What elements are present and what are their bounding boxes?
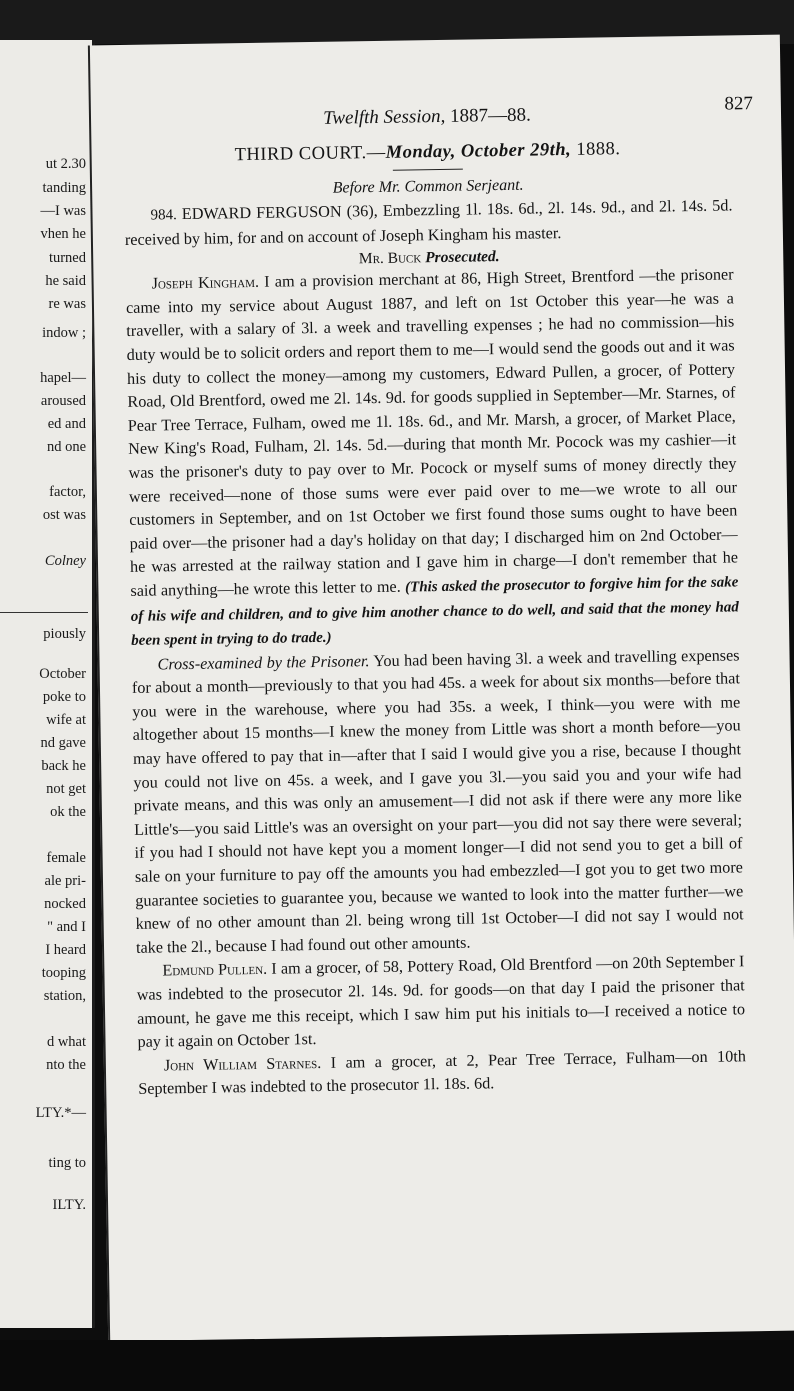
left-page-line: tooping bbox=[41, 965, 86, 981]
left-page-line: —I was bbox=[40, 203, 86, 219]
case-number: 984. bbox=[150, 207, 177, 224]
left-page-line: piously bbox=[43, 626, 86, 642]
left-page-line: ost was bbox=[42, 507, 86, 523]
court-name: THIRD COURT.— bbox=[234, 142, 386, 166]
court-date: Monday, October 29th, bbox=[385, 139, 572, 163]
presiding-judge: Before Mr. Common Serjeant. bbox=[332, 176, 524, 197]
left-page-line: he said bbox=[45, 273, 86, 289]
left-page-line: station, bbox=[43, 988, 86, 1004]
left-page-line: ting to bbox=[48, 1155, 86, 1171]
left-page-line: indow ; bbox=[42, 325, 86, 341]
left-page-line: poke to bbox=[42, 689, 86, 705]
testimony-kingham bbox=[125, 264, 739, 654]
left-page-line: aroused bbox=[40, 393, 86, 409]
left-page-line: not get bbox=[46, 781, 86, 797]
cross-examination bbox=[131, 644, 744, 960]
page-content bbox=[123, 93, 754, 1101]
session-label: Twelfth Session, bbox=[323, 105, 446, 129]
left-page-line: I heard bbox=[45, 942, 86, 958]
left-page-line: nto the bbox=[46, 1057, 86, 1073]
left-page-line: turned bbox=[48, 250, 86, 266]
left-page-line: back he bbox=[41, 758, 86, 774]
left-page-line: ILTY. bbox=[52, 1197, 86, 1213]
heading-rule bbox=[393, 169, 463, 171]
left-page-line: nocked bbox=[44, 896, 86, 912]
left-page-line: re was bbox=[48, 296, 86, 312]
left-page-line: ed and bbox=[47, 416, 86, 432]
court-heading bbox=[123, 137, 731, 168]
letter-summary: (This asked the prosecutor to forgive him for the sake of his wife and children, and to give him another chance to do well, and said that the money had been spent in trying to do trade.) bbox=[130, 574, 739, 649]
left-page-line: tanding bbox=[42, 180, 86, 196]
prosecuting-counsel: Mr. Buck bbox=[358, 249, 422, 268]
left-page-line: wife at bbox=[46, 712, 86, 728]
running-head-title bbox=[123, 101, 731, 133]
left-page-line: " and I bbox=[47, 919, 86, 935]
left-page-rule bbox=[0, 612, 88, 613]
left-page-line: LTY.*— bbox=[35, 1105, 86, 1121]
left-page-line: d what bbox=[46, 1034, 86, 1050]
cross-examined-label: Cross-examined by the Prisoner. bbox=[157, 651, 370, 674]
left-page-fragment bbox=[0, 40, 95, 1328]
left-page-line: nd gave bbox=[40, 735, 86, 751]
witness-name: Joseph Kingham. bbox=[151, 273, 260, 293]
scan-border-bottom bbox=[0, 1340, 794, 1391]
testimony-starnes bbox=[138, 1045, 747, 1102]
left-page-line: factor, bbox=[49, 484, 86, 500]
running-head bbox=[123, 93, 754, 141]
case-entry bbox=[124, 194, 733, 252]
testimony-text: I am a grocer, of 58, Pottery Road, Old Brentford —on 20th September I was indebted to the prosecutor 2l. 14s. 9d. for goods—on that day I paid the prisoner that amount, he gave me this receipt, which I saw him put his initials to—I received a notice to pay it again on October 1st. bbox=[136, 952, 746, 1052]
witness-name: Edmund Pullen. bbox=[162, 960, 268, 980]
page-number: 827 bbox=[724, 93, 754, 115]
testimony-text: You had been having 3l. a week and travelling expenses for about a month—previously to that you had 45s. a week for about six months—before that you were in the warehouse, where you had 35s. a week, I think—you were with me altogether about 15 months—I knew the money from Little was short a month before—you may have offered to pay that in—after that I said I would give you a rise, because I thought you could not live on 45s. a week, and I gave you 3l.—you said you and your wife had private means, and this was only an amusement—I did not ask if there were any more like Little's—you said Little's was an oversight on your part—you did not say there were several; if you had I should not have kept you a moment longer—I did not send you to get a bill of sale on your furniture to pay off the amounts you had embezzled—I got you to get two more guarantee societies to guarantee you, because we wanted to look into the matter further—we knew of no other amount than 2l. being wrong till 1st October—I did not say I would not take the 2l., because I had found out other amounts. bbox=[131, 646, 744, 957]
left-page-line: vhen he bbox=[40, 226, 86, 242]
testimony-text: I am a provision merchant at 86, High Street, Brentford —the prisoner came into my service about August 1887, and left on 1st October this year—he was a traveller, with a salary of 3l. a week and travelling expenses ; he had no commission—his duty would be to solicit orders and report them to me—I would send the goods out and it was his duty to collect the money—among my customers, Edward Pullen, a grocer, of Pottery Road, Old Brentford, owed me 2l. 14s. 9d. for goods supplied in September—Mr. Starnes, of Pear Tree Terrace, Fulham, owed me 1l. 18s. 6d., and Mr. Marsh, a grocer, of Market Place, New King's Road, Fulham, 2l. 14s. 5d.—during that month Mr. Pocock was my cashier—it was the prisoner's duty to pay over to Mr. Pocock or myself sums of money directly they were received—none of those sums were ever paid over to me—we wrote to all our customers in September, and on 1st October we first found those sums ought to have been paid over—the prisoner had a day's holiday on that day; I discharged him on 2nd October—he was arrested at the railway station and I gave him in charge—I don't remember that he said anything—he wrote this letter to me. bbox=[125, 265, 739, 600]
testimony-pullen bbox=[136, 951, 745, 1055]
prosecuted-label: Prosecuted. bbox=[425, 248, 500, 267]
left-page-line: female bbox=[46, 850, 86, 866]
left-page-line: hapel— bbox=[40, 370, 86, 386]
left-page-line: ok the bbox=[50, 804, 86, 820]
left-page-line: ut 2.30 bbox=[45, 156, 86, 172]
session-years: 1887—88. bbox=[449, 104, 531, 127]
main-page bbox=[88, 35, 794, 1342]
left-page-line: October bbox=[39, 666, 86, 682]
left-page-line: Colney bbox=[44, 553, 86, 569]
witness-name: John William Starnes. bbox=[163, 1053, 322, 1075]
left-page-line: nd one bbox=[46, 439, 86, 455]
left-page-line: ale pri- bbox=[44, 873, 86, 889]
testimony-text: I am a grocer, at 2, Pear Tree Terrace, Fulham—on 10th September I was indebted to the prosecutor 1l. 18s. 6d. bbox=[138, 1047, 746, 1099]
case-text: EDWARD FERGUSON (36), Embezzling 1l. 18s. 6d., 2l. 14s. 9d., and 2l. 14s. 5d. received by him, for and on account of Joseph Kingham his master. bbox=[124, 196, 733, 249]
court-year: 1888. bbox=[576, 139, 621, 160]
